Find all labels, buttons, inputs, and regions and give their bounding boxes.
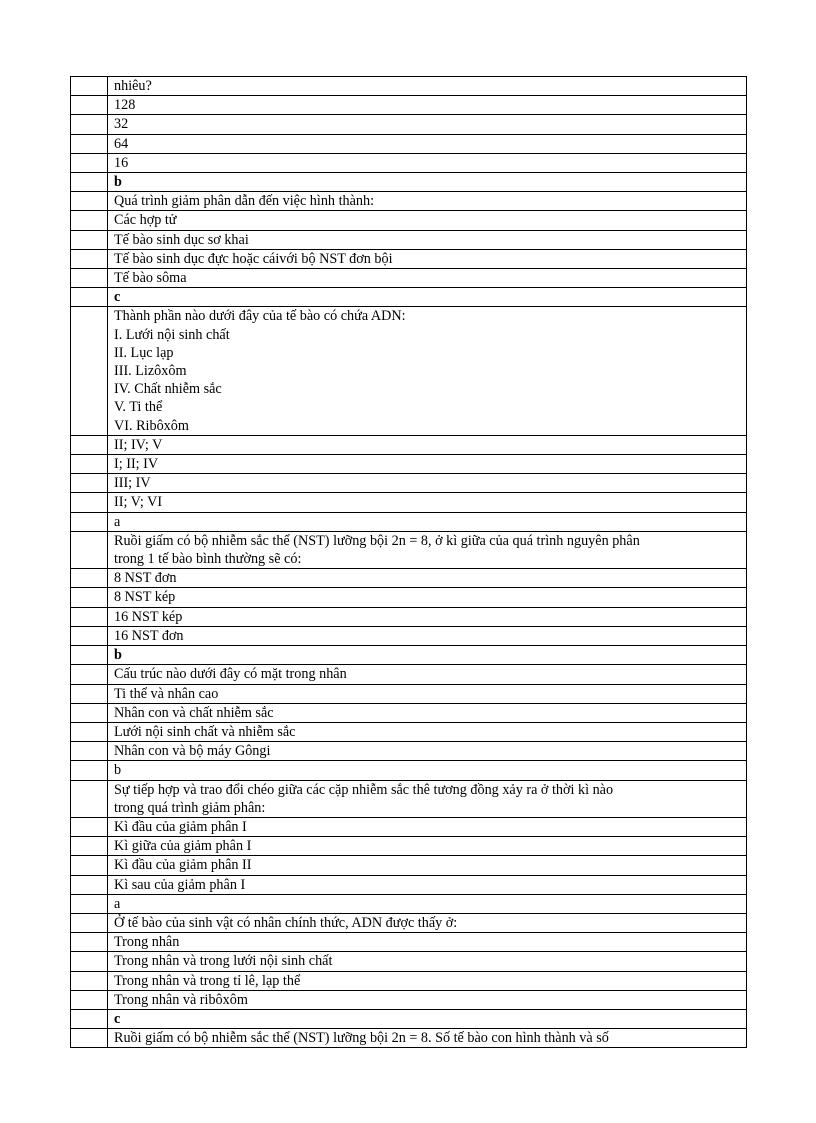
- row-number-cell: [71, 742, 108, 761]
- content-cell: [108, 307, 747, 435]
- content-cell: Nhân con và chất nhiễm sắc: [108, 703, 747, 722]
- table-row: [71, 455, 747, 474]
- row-number-cell: [71, 952, 108, 971]
- row-number-cell: [71, 531, 108, 568]
- row-number-cell: [71, 455, 108, 474]
- table-row: [71, 307, 747, 435]
- content-cell: b: [108, 173, 747, 192]
- table-row: [71, 569, 747, 588]
- table-row: [71, 474, 747, 493]
- content-cell: 8 NST đơn: [108, 569, 747, 588]
- content-cell: Kì đầu của giảm phân I: [108, 817, 747, 836]
- table-row: [71, 837, 747, 856]
- table-row: [71, 269, 747, 288]
- content-line: III. Lizôxôm: [114, 363, 187, 380]
- content-cell: II; IV; V: [108, 435, 747, 454]
- table-row: [71, 211, 747, 230]
- row-number-cell: [71, 588, 108, 607]
- row-number-cell: [71, 684, 108, 703]
- row-number-cell: [71, 894, 108, 913]
- content-cell: a: [108, 894, 747, 913]
- content-cell: Ti thể và nhân cao: [108, 684, 747, 703]
- table-row: [71, 607, 747, 626]
- table-row: [71, 761, 747, 780]
- content-cell: 64: [108, 134, 747, 153]
- row-number-cell: [71, 288, 108, 307]
- table-row: [71, 134, 747, 153]
- table-row: [71, 780, 747, 817]
- content-cell: Quá trình giảm phân dẫn đến việc hình thành:: [108, 192, 747, 211]
- row-number-cell: [71, 1029, 108, 1048]
- content-cell: a: [108, 512, 747, 531]
- row-number-cell: [71, 173, 108, 192]
- row-number-cell: [71, 971, 108, 990]
- row-number-cell: [71, 646, 108, 665]
- content-cell: Kì đầu của giảm phân II: [108, 856, 747, 875]
- row-number-cell: [71, 703, 108, 722]
- table-row: [71, 531, 747, 568]
- content-line: Sự tiếp hợp và trao đổi chéo giữa các cặp nhiễm sắc thê tương đồng xảy ra ở thời kì nào: [114, 781, 614, 798]
- content-cell: Cấu trúc nào dưới đây có mặt trong nhân: [108, 665, 747, 684]
- row-number-cell: [71, 249, 108, 268]
- content-line: trong quá trình giảm phân:: [114, 799, 266, 816]
- content-cell: 8 NST kép: [108, 588, 747, 607]
- table-row: [71, 875, 747, 894]
- content-line: Thành phần nào dưới đây của tế bào có chứa ADN:: [114, 308, 406, 325]
- table-row: [71, 249, 747, 268]
- row-number-cell: [71, 875, 108, 894]
- table-row: [71, 77, 747, 96]
- row-number-cell: [71, 512, 108, 531]
- table-row: [71, 990, 747, 1009]
- table-row: [71, 288, 747, 307]
- table-row: [71, 684, 747, 703]
- quiz-table: [70, 76, 747, 1048]
- row-number-cell: [71, 780, 108, 817]
- document-page: [70, 76, 747, 1048]
- content-cell: c: [108, 288, 747, 307]
- content-cell: 16 NST đơn: [108, 626, 747, 645]
- table-row: [71, 493, 747, 512]
- content-cell: Trong nhân và trong tỉ lê, lạp thể: [108, 971, 747, 990]
- table-row: [71, 192, 747, 211]
- content-cell: [108, 531, 747, 568]
- content-cell: Ruồi giấm có bộ nhiễm sắc thể (NST) lưỡng bội 2n = 8. Số tế bào con hình thành và số: [108, 1029, 747, 1048]
- table-row: [71, 435, 747, 454]
- row-number-cell: [71, 115, 108, 134]
- row-number-cell: [71, 913, 108, 932]
- table-row: [71, 626, 747, 645]
- table-row: [71, 894, 747, 913]
- table-row: [71, 96, 747, 115]
- content-line: II. Lục lạp: [114, 344, 174, 361]
- table-row: [71, 1029, 747, 1048]
- row-number-cell: [71, 153, 108, 172]
- table-row: [71, 173, 747, 192]
- row-number-cell: [71, 230, 108, 249]
- row-number-cell: [71, 607, 108, 626]
- quiz-table-body: [71, 77, 747, 1048]
- table-row: [71, 913, 747, 932]
- content-cell: Ở tế bào của sinh vật có nhân chính thức, ADN được thấy ở:: [108, 913, 747, 932]
- content-cell: Trong nhân: [108, 933, 747, 952]
- table-row: [71, 230, 747, 249]
- content-cell: Trong nhân và trong lưới nội sinh chất: [108, 952, 747, 971]
- content-cell: Tế bào sinh dục sơ khai: [108, 230, 747, 249]
- content-cell: b: [108, 646, 747, 665]
- row-number-cell: [71, 817, 108, 836]
- row-number-cell: [71, 761, 108, 780]
- row-number-cell: [71, 192, 108, 211]
- row-number-cell: [71, 990, 108, 1009]
- table-row: [71, 817, 747, 836]
- table-row: [71, 856, 747, 875]
- content-cell: I; II; IV: [108, 455, 747, 474]
- row-number-cell: [71, 307, 108, 435]
- content-cell: II; V; VI: [108, 493, 747, 512]
- content-cell: Kì sau của giảm phân I: [108, 875, 747, 894]
- row-number-cell: [71, 1009, 108, 1028]
- table-row: [71, 703, 747, 722]
- table-row: [71, 933, 747, 952]
- content-cell: Kì giữa của giảm phân I: [108, 837, 747, 856]
- table-row: [71, 1009, 747, 1028]
- row-number-cell: [71, 569, 108, 588]
- table-row: [71, 646, 747, 665]
- content-line: Ruồi giấm có bộ nhiễm sắc thể (NST) lưỡng bội 2n = 8, ở kì giữa của quá trình nguyên phân: [114, 532, 640, 549]
- row-number-cell: [71, 474, 108, 493]
- content-cell: Nhân con và bộ máy Gôngi: [108, 742, 747, 761]
- row-number-cell: [71, 665, 108, 684]
- content-cell: Tế bào sinh dục đực hoặc cáivới bộ NST đơn bội: [108, 249, 747, 268]
- content-cell: Tế bào sôma: [108, 269, 747, 288]
- content-cell: c: [108, 1009, 747, 1028]
- content-line: IV. Chất nhiễm sắc: [114, 381, 222, 398]
- table-row: [71, 115, 747, 134]
- table-row: [71, 153, 747, 172]
- content-cell: 16 NST kép: [108, 607, 747, 626]
- row-number-cell: [71, 269, 108, 288]
- content-cell: 128: [108, 96, 747, 115]
- row-number-cell: [71, 211, 108, 230]
- row-number-cell: [71, 856, 108, 875]
- content-line: trong 1 tế bào bình thường sẽ có:: [114, 551, 302, 568]
- content-line: VI. Ribôxôm: [114, 417, 189, 434]
- row-number-cell: [71, 493, 108, 512]
- row-number-cell: [71, 435, 108, 454]
- table-row: [71, 971, 747, 990]
- row-number-cell: [71, 933, 108, 952]
- table-row: [71, 722, 747, 741]
- row-number-cell: [71, 837, 108, 856]
- table-row: [71, 588, 747, 607]
- row-number-cell: [71, 722, 108, 741]
- table-row: [71, 665, 747, 684]
- table-row: [71, 512, 747, 531]
- content-cell: 32: [108, 115, 747, 134]
- content-line: V. Ti thể: [114, 399, 163, 416]
- row-number-cell: [71, 77, 108, 96]
- content-line: I. Lưới nội sinh chất: [114, 326, 230, 343]
- content-cell: III; IV: [108, 474, 747, 493]
- content-cell: nhiêu?: [108, 77, 747, 96]
- content-cell: [108, 780, 747, 817]
- content-cell: Các hợp tử: [108, 211, 747, 230]
- table-row: [71, 952, 747, 971]
- content-cell: Trong nhân và ribôxôm: [108, 990, 747, 1009]
- content-cell: b: [108, 761, 747, 780]
- row-number-cell: [71, 134, 108, 153]
- table-row: [71, 742, 747, 761]
- content-cell: Lưới nội sinh chất và nhiễm sắc: [108, 722, 747, 741]
- content-cell: 16: [108, 153, 747, 172]
- row-number-cell: [71, 626, 108, 645]
- row-number-cell: [71, 96, 108, 115]
